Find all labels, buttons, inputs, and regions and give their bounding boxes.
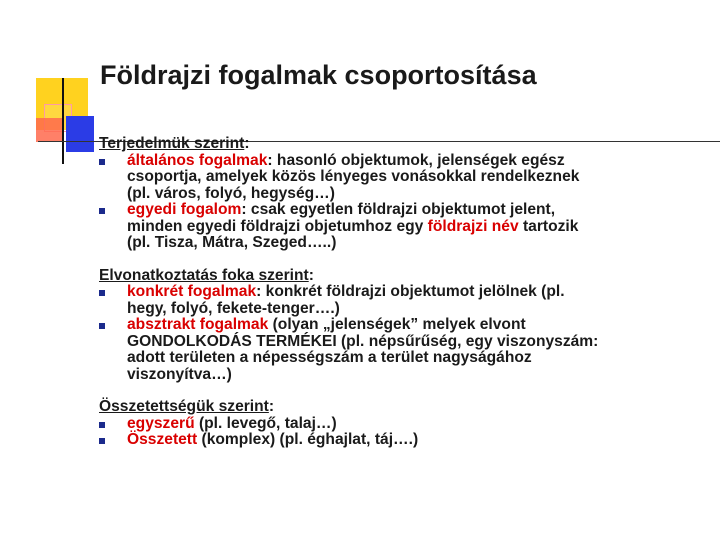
square-bullet-icon [99, 159, 105, 165]
list-item: egyedi fogalom: csak egyetlen földrajzi objektumot jelent, minden egyedi földrajzi objetumhoz egy földrajzi név tartozik (pl. Tisza, Mátra, Szeged…..) [99, 202, 699, 252]
decor-red-square [36, 118, 62, 142]
section-terjedelem [99, 136, 699, 252]
list-item: absztrakt fogalmak (olyan „jelenségek” melyek elvont GONDOLKODÁS TERMÉKEI (pl. népsűrűség, egy viszonyszám: adott területen a népességszám a terület nagyságához viszonyítva…) [99, 317, 699, 383]
section-osszetettseg [99, 399, 699, 449]
term: konkrét fogalmak [127, 283, 257, 300]
decor-blue-square [66, 116, 94, 152]
slide-content [99, 136, 699, 449]
decor-vertical-line [62, 78, 64, 164]
section-heading: Terjedelmük szerint: [99, 135, 250, 152]
square-bullet-icon [99, 323, 105, 329]
term: általános fogalmak [127, 151, 268, 169]
section-heading: Elvonatkoztatás foka szerint: [99, 266, 314, 284]
term: egyedi fogalom [127, 201, 242, 218]
term: egyszerű [127, 414, 195, 432]
list-item: egyszerű (pl. levegő, talaj…) [99, 416, 699, 433]
list-item: konkrét fogalmak: konkrét földrajzi objektumot jelölnek (pl. hegy, folyó, fekete-tenger….) [99, 284, 699, 317]
square-bullet-icon [99, 290, 105, 296]
term: Összetett [127, 431, 198, 448]
square-bullet-icon [99, 438, 105, 444]
square-bullet-icon [99, 208, 105, 214]
term: absztrakt fogalmak [127, 316, 269, 333]
list-item: általános fogalmak: hasonló objektumok, jelenségek egész csoportja, amelyek közös lényeges vonásokkal rendelkeznek (pl. város, folyó, hegység…) [99, 153, 699, 203]
section-elvonatkoztatas [99, 268, 699, 384]
square-bullet-icon [99, 422, 105, 428]
section-heading: Összetettségük szerint: [99, 398, 275, 415]
slide-title: Földrajzi fogalmak csoportosítása [100, 60, 537, 90]
list-item: Összetett (komplex) (pl. éghajlat, táj….) [99, 432, 699, 449]
